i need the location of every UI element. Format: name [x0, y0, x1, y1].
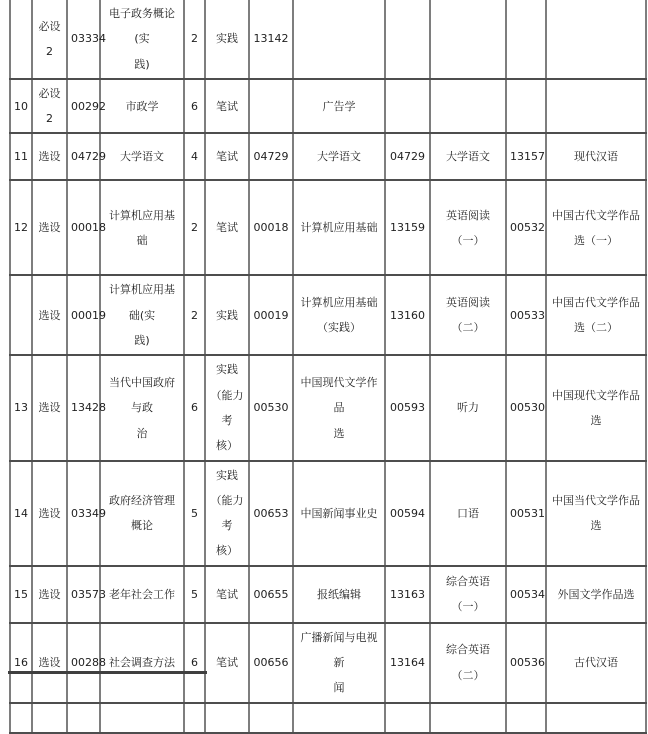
- course-code-cell: 04729: [67, 133, 100, 180]
- course-code-cell: 00019: [249, 275, 293, 355]
- course-code-cell: 00534: [506, 566, 546, 623]
- course-type-cell: 选设: [32, 461, 67, 566]
- course-name-cell: 外国文学作品选: [546, 566, 646, 623]
- row-number-cell: 13: [10, 355, 32, 460]
- course-name-cell: 广播新闻与电视新 闻: [293, 623, 385, 703]
- course-type-cell: 选设: [32, 566, 67, 623]
- course-code-cell: 03334: [67, 0, 100, 79]
- course-name-cell: 市政学: [100, 79, 184, 134]
- course-code-cell: 13142: [249, 0, 293, 79]
- course-code-cell: [249, 79, 293, 134]
- exam-type-cell: 笔试: [205, 79, 249, 134]
- course-name-cell: 综合英语（一）: [430, 566, 506, 623]
- course-name-cell: [430, 79, 506, 134]
- course-type-cell: 选设: [32, 623, 67, 703]
- course-name-cell: 古代汉语: [546, 623, 646, 703]
- course-code-cell: 00594: [385, 461, 430, 566]
- course-code-cell: 00018: [249, 180, 293, 275]
- course-name-cell: 计算机应用基础: [100, 180, 184, 275]
- course-name-cell: 综合英语（二）: [430, 623, 506, 703]
- credits-cell: [184, 703, 205, 733]
- course-code-cell: 03573: [67, 566, 100, 623]
- row-number-cell: 10: [10, 79, 32, 134]
- course-code-cell: [506, 0, 546, 79]
- course-name-cell: [430, 703, 506, 733]
- exam-type-cell: 笔试: [205, 180, 249, 275]
- credits-cell: 5: [184, 566, 205, 623]
- course-code-cell: [249, 703, 293, 733]
- course-name-cell: 当代中国政府与政 治: [100, 355, 184, 460]
- row-number-cell: [10, 0, 32, 79]
- credits-cell: 4: [184, 133, 205, 180]
- exam-type-cell: 实践: [205, 275, 249, 355]
- course-name-cell: 报纸编辑: [293, 566, 385, 623]
- course-code-cell: [385, 703, 430, 733]
- course-name-cell: 现代汉语: [546, 133, 646, 180]
- course-name-cell: [293, 703, 385, 733]
- course-name-cell: 中国现代文学作品 选: [546, 355, 646, 460]
- course-name-cell: 英语阅读（一）: [430, 180, 506, 275]
- row-number-cell: [10, 703, 32, 733]
- exam-type-cell: 笔试: [205, 623, 249, 703]
- course-code-cell: 00655: [249, 566, 293, 623]
- course-code-cell: 00530: [249, 355, 293, 460]
- course-name-cell: 中国现代文学作品 选: [293, 355, 385, 460]
- course-code-cell: 00018: [67, 180, 100, 275]
- course-type-cell: 选设: [32, 275, 67, 355]
- exam-type-cell: 实践 （能力考 核）: [205, 461, 249, 566]
- course-code-cell: 13428: [67, 355, 100, 460]
- course-name-cell: 大学语文: [100, 133, 184, 180]
- course-name-cell: 计算机应用基础(实 践): [100, 275, 184, 355]
- course-code-cell: 00533: [506, 275, 546, 355]
- course-code-cell: 00653: [249, 461, 293, 566]
- course-code-cell: 00019: [67, 275, 100, 355]
- table-row: [10, 0, 646, 79]
- course-code-cell: 04729: [385, 133, 430, 180]
- course-type-cell: 必设2: [32, 0, 67, 79]
- course-code-cell: [385, 79, 430, 134]
- table-row: [10, 180, 646, 275]
- course-code-cell: 00288: [67, 623, 100, 703]
- course-name-cell: 大学语文: [293, 133, 385, 180]
- course-type-cell: 必设2: [32, 79, 67, 134]
- row-number-cell: 14: [10, 461, 32, 566]
- credits-cell: 6: [184, 79, 205, 134]
- course-type-cell: 选设: [32, 133, 67, 180]
- course-name-cell: 计算机应用基础: [293, 180, 385, 275]
- course-code-cell: [506, 79, 546, 134]
- course-name-cell: [293, 0, 385, 79]
- table-row: [10, 623, 646, 703]
- exam-type-cell: 实践 （能力考 核）: [205, 355, 249, 460]
- course-name-cell: 口语: [430, 461, 506, 566]
- course-name-cell: [546, 0, 646, 79]
- course-name-cell: 电子政务概论(实 践): [100, 0, 184, 79]
- course-code-cell: [385, 0, 430, 79]
- course-code-cell: 00530: [506, 355, 546, 460]
- credits-cell: 2: [184, 0, 205, 79]
- course-code-cell: 00536: [506, 623, 546, 703]
- table-row: [10, 566, 646, 623]
- course-code-cell: 00292: [67, 79, 100, 134]
- row-number-cell: 16: [10, 623, 32, 703]
- exam-type-cell: [205, 703, 249, 733]
- course-name-cell: 政府经济管理概论: [100, 461, 184, 566]
- course-name-cell: 中国新闻事业史: [293, 461, 385, 566]
- course-name-cell: 广告学: [293, 79, 385, 134]
- table-row: [10, 703, 646, 733]
- course-name-cell: 中国古代文学作品 选（二）: [546, 275, 646, 355]
- course-name-cell: 中国当代文学作品 选: [546, 461, 646, 566]
- row-number-cell: 15: [10, 566, 32, 623]
- course-name-cell: 老年社会工作: [100, 566, 184, 623]
- exam-type-cell: 笔试: [205, 566, 249, 623]
- credits-cell: 2: [184, 275, 205, 355]
- table-row: [10, 355, 646, 460]
- course-type-cell: 选设: [32, 355, 67, 460]
- course-code-cell: 13159: [385, 180, 430, 275]
- table-row: [10, 275, 646, 355]
- course-code-cell: 13164: [385, 623, 430, 703]
- course-code-cell: [506, 703, 546, 733]
- partial-row-border-artifact: [8, 671, 207, 674]
- exam-type-cell: 实践: [205, 0, 249, 79]
- course-name-cell: 大学语文: [430, 133, 506, 180]
- course-name-cell: [100, 703, 184, 733]
- course-name-cell: [430, 0, 506, 79]
- course-name-cell: 社会调查方法: [100, 623, 184, 703]
- course-code-cell: 04729: [249, 133, 293, 180]
- credits-cell: 6: [184, 355, 205, 460]
- table-row: [10, 133, 646, 180]
- course-schedule-table: [9, 0, 647, 734]
- course-code-cell: 00532: [506, 180, 546, 275]
- course-code-cell: 13157: [506, 133, 546, 180]
- credits-cell: 5: [184, 461, 205, 566]
- course-code-cell: 13160: [385, 275, 430, 355]
- credits-cell: 2: [184, 180, 205, 275]
- course-name-cell: 中国古代文学作品 选（一）: [546, 180, 646, 275]
- course-name-cell: 计算机应用基础 （实践）: [293, 275, 385, 355]
- course-code-cell: 00656: [249, 623, 293, 703]
- course-code-cell: 03349: [67, 461, 100, 566]
- course-name-cell: [546, 703, 646, 733]
- course-code-cell: 13163: [385, 566, 430, 623]
- credits-cell: 6: [184, 623, 205, 703]
- course-type-cell: 选设: [32, 180, 67, 275]
- row-number-cell: 11: [10, 133, 32, 180]
- exam-type-cell: 笔试: [205, 133, 249, 180]
- course-code-cell: [67, 703, 100, 733]
- course-name-cell: 英语阅读（二）: [430, 275, 506, 355]
- row-number-cell: 12: [10, 180, 32, 275]
- course-code-cell: 00593: [385, 355, 430, 460]
- course-code-cell: 00531: [506, 461, 546, 566]
- course-name-cell: [546, 79, 646, 134]
- table-row: [10, 79, 646, 134]
- course-type-cell: [32, 703, 67, 733]
- row-number-cell: [10, 275, 32, 355]
- table-row: [10, 461, 646, 566]
- course-name-cell: 听力: [430, 355, 506, 460]
